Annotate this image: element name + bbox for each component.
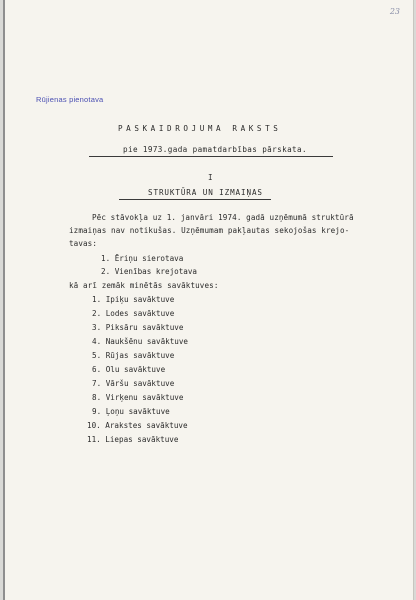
list-item-collection-point: 7. Vāršu savāktuve [92,379,175,388]
document-page [3,0,414,600]
paragraph-line: Pēc stāvokļa uz 1. janvāri 1974. gadā uzņēmumā struktūrā [92,213,354,222]
section-title: STRUKTŪRA UN IZMAIŅAS [148,188,263,197]
list-item-collection-point: 10. Arakstes savāktuve [87,421,188,430]
connector-line: kā arī zemāk minētās savāktuves: [69,281,219,290]
list-item-collection-point: 6. Olu savāktuve [92,365,166,374]
list-item-collection-point: 9. Ļoņu savāktuve [92,407,170,416]
list-item-processing-plant: 2. Vienības krejotava [101,267,198,276]
list-item-collection-point: 8. Virķenu savāktuve [92,393,184,402]
document-subtitle: pie 1973.gada pamatdarbības pārskata. [123,145,307,154]
document-title: PASKAIDROJUMA RAKSTS [118,124,282,133]
list-item-collection-point: 2. Lodes savāktuve [92,309,175,318]
section-number: I [208,173,213,182]
list-item-collection-point: 1. Ipiķu savāktuve [92,295,175,304]
organization-stamp: Rūjienas pienotava [36,95,104,104]
list-item-collection-point: 5. Rūjas savāktuve [92,351,175,360]
section-title-underline [119,199,271,200]
page-number: 23 [389,7,400,16]
list-item-collection-point: 11. Liepas savāktuve [87,435,179,444]
paragraph-line: tavas: [69,239,98,248]
list-item-collection-point: 3. Piksāru savāktuve [92,323,184,332]
subtitle-underline [89,156,333,157]
list-item-collection-point: 4. Naukšēnu savāktuve [92,337,189,346]
list-item-processing-plant: 1. Ēriņu sierotava [101,254,184,263]
paragraph-line: izmaiņas nav notikušas. Uzņēmumam pakļautas sekojošas krejo- [69,226,350,235]
